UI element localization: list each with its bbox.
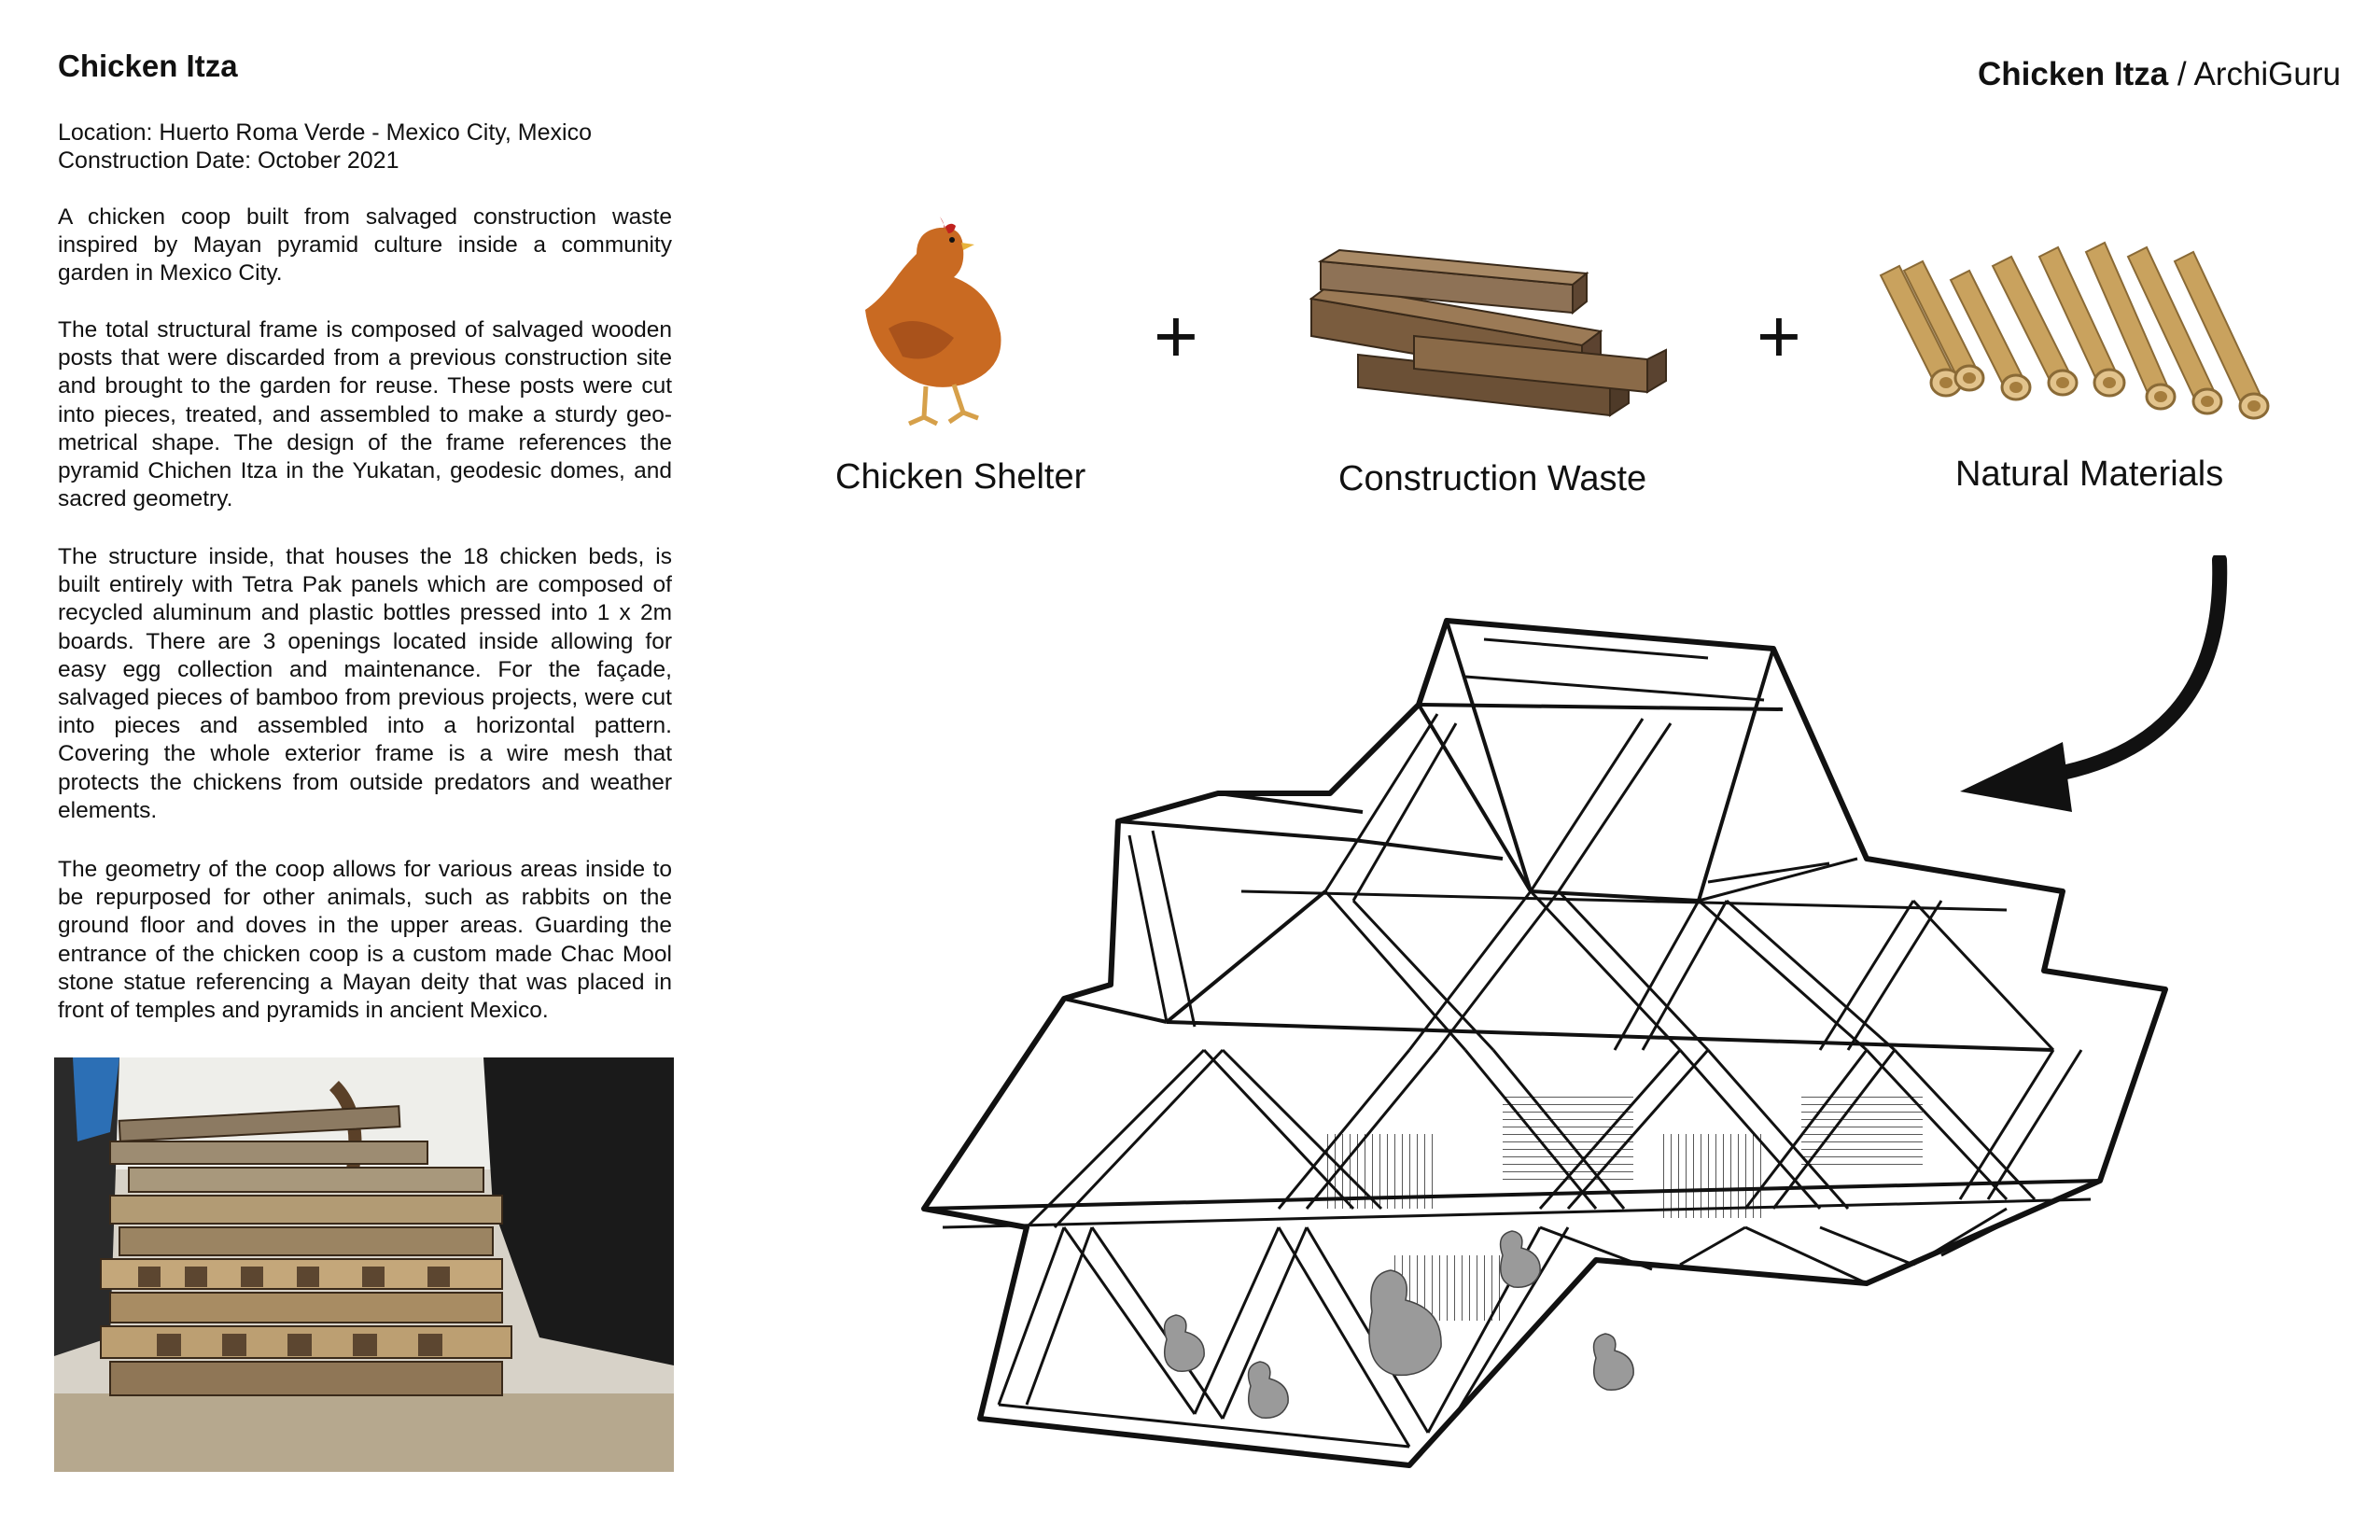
location-text: Location: Huerto Roma Verde - Mexico City, Mexico <box>58 119 592 146</box>
coop-isometric-drawing <box>887 611 2193 1489</box>
header-project-name: Chicken Itza <box>1977 56 2169 92</box>
plus-operator-2: + <box>1757 294 1801 379</box>
page-title: Chicken Itza <box>58 49 238 83</box>
plus-operator-1: + <box>1154 294 1198 379</box>
wood-planks-icon <box>1302 243 1675 420</box>
paragraph-intro: A chicken coop built from salvaged construction waste inspired by Mayan pyramid culture inside a community garden in Mexico City. <box>58 204 672 287</box>
salvaged-wood-photo <box>54 1057 674 1472</box>
header-author: / ArchiGuru <box>2168 56 2341 92</box>
label-chicken-shelter: Chicken Shelter <box>835 457 1086 497</box>
label-natural-materials: Natural Materials <box>1955 455 2224 494</box>
header-credit <box>1978 56 2341 93</box>
paragraph-geometry: The geometry of the coop allows for various areas inside to be repurposed for other animals, such as rabbits on the ground floor and doves in the upper areas. Guarding the entrance of the chicken coop is a custom made Chac Mool stone statue referencing a Mayan deity that was placed in front of temples and pyramids in ancient Mexico. <box>58 857 672 1024</box>
label-construction-waste: Construction Waste <box>1338 459 1647 498</box>
bamboo-icon <box>1862 238 2273 425</box>
hen-icon <box>851 217 1038 431</box>
construction-date-text: Construction Date: October 2021 <box>58 147 399 174</box>
paragraph-interior: The structure inside, that houses the 18 chicken beds, is built entirely with Tetra Pak panels which are composed of recycled aluminum and plastic bottles pressed into 1 x 2m boards. There are 3 openings located inside allowing for easy egg collection and maintenance. For the façade, salvaged pieces of bamboo from previous projects, were cut into pieces and assembled into a horizontal pattern. Covering the whole exterior frame is a wire mesh that protects the chickens from outside predators and weather elements. <box>58 544 672 823</box>
paragraph-frame: The total structural frame is composed of salvaged wooden posts that were discarded from a previous construction site and brought to the garden for reuse. These posts were cut into pieces, treated, and assembled to make a sturdy geo-metrical shape. The design of the frame references the pyramid Chichen Itza in the Yukatan, geodesic domes, and sacred geometry. <box>58 317 672 512</box>
